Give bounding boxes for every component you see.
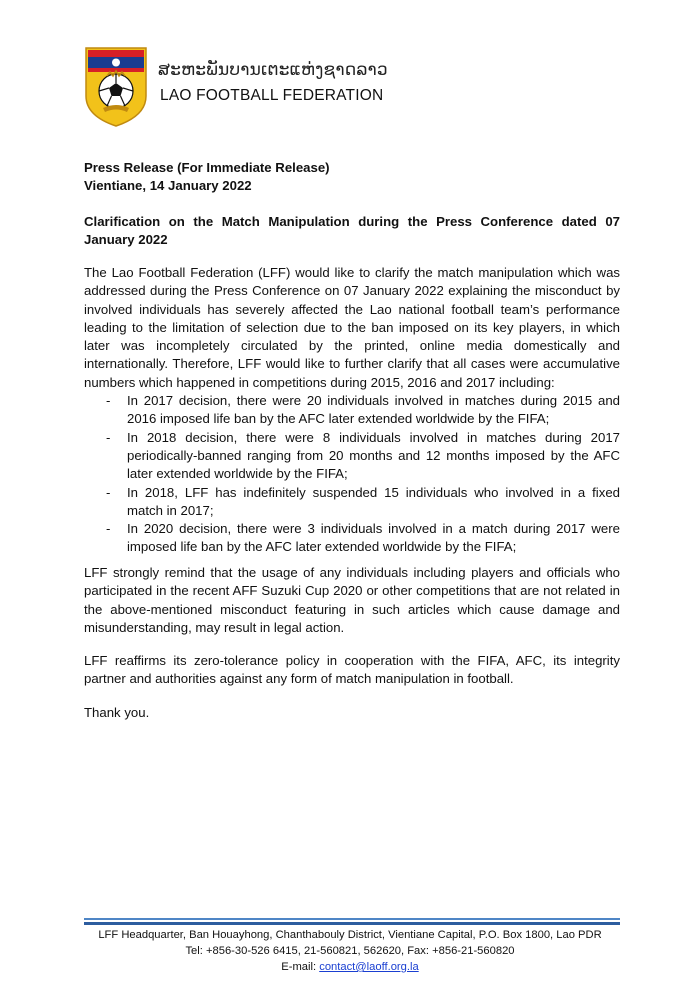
release-title-block: [84, 213, 620, 250]
release-title: Clarification on the Match Manipulation during the Press Conference dated 07 January 2022: [84, 214, 620, 248]
bullet-dash: -: [106, 484, 111, 500]
list-item: [84, 520, 620, 557]
closing-block: [84, 704, 620, 722]
footer-phone: Tel: +856-30-526 6415, 21-560821, 562620, Fax: +856-21-560820: [185, 945, 515, 957]
footer-rule-dark: [84, 922, 620, 925]
list-item: [84, 429, 620, 484]
bullet-dash: -: [106, 429, 111, 445]
bullet-text: In 2018, LFF has indefinitely suspended 15 individuals who involved in a fixed match in 2017;: [127, 484, 620, 518]
reaffirm-paragraph: LFF reaffirms its zero-tolerance policy in cooperation with the FIFA, AFC, its integrity partner and authorities against any form of match manipulation in football.: [84, 653, 620, 687]
list-item: [84, 484, 620, 521]
intro-paragraph: The Lao Football Federation (LFF) would like to clarify the match manipulation which was addressed during the Press Conference on 07 January 2022 explaining the misconduct by involved individuals has severely affected the Lao national football team’s performance leading to the limitation of selection due to the ban imposed on its key players, in which later was incompletely circulated by the printed, online media domestically and internationally. Therefore, LFF would like to further clarify that all cases were accumulative numbers which happened in competitions during 2015, 2016 and 2017 including:: [84, 265, 620, 390]
lff-crest-icon: [83, 46, 149, 128]
org-name-lao: ສະຫະພັນບານເຕະແຫ່ງຊາດລາວ: [158, 60, 388, 80]
reminder-paragraph: LFF strongly remind that the usage of any individuals including players and officials who participated in the recent AFF Suzuki Cup 2020 or other competitions that are not related in the above-mentioned misconduct featuring in such articles which cause damage and misunderstanding, may result in legal action.: [84, 565, 620, 635]
closing-text: Thank you.: [84, 705, 150, 720]
bullet-dash: -: [106, 521, 111, 537]
footer-address: LFF Headquarter, Ban Houayhong, Chanthabouly District, Vientiane Capital, P.O. Box 1800, Lao PDR: [98, 929, 602, 941]
footer-rule-light: [84, 918, 620, 920]
release-type: Press Release (For Immediate Release): [84, 160, 330, 175]
reaffirm-block: [84, 652, 620, 689]
footer-email-line: [0, 959, 700, 975]
release-place-date: Vientiane, 14 January 2022: [84, 178, 252, 194]
list-item: [84, 392, 620, 429]
reminder-block: [84, 564, 620, 637]
footer-email-label: E-mail:: [281, 961, 320, 973]
footer: [0, 927, 700, 975]
bullet-list: [84, 392, 620, 557]
bullet-text: In 2017 decision, there were 20 individuals involved in matches during 2015 and 2016 imposed life ban by the AFC later extended worldwide by the FIFA;: [127, 393, 620, 427]
bullet-dash: -: [106, 393, 111, 409]
bullet-text: In 2020 decision, there were 3 individuals involved in a match during 2017 were imposed life ban by the AFC later extended worldwide by the FIFA;: [127, 521, 620, 555]
release-header: [84, 159, 620, 196]
email-link[interactable]: contact@laoff.org.la: [319, 961, 419, 973]
org-name-en: LAO FOOTBALL FEDERATION: [160, 87, 384, 104]
intro-block: [84, 264, 620, 557]
bullet-text: In 2018 decision, there were 8 individuals involved in matches during 2017 periodically-banned ranging from 20 months and 12 months imposed by the AFC later extended worldwide by the FIFA;: [127, 429, 620, 482]
